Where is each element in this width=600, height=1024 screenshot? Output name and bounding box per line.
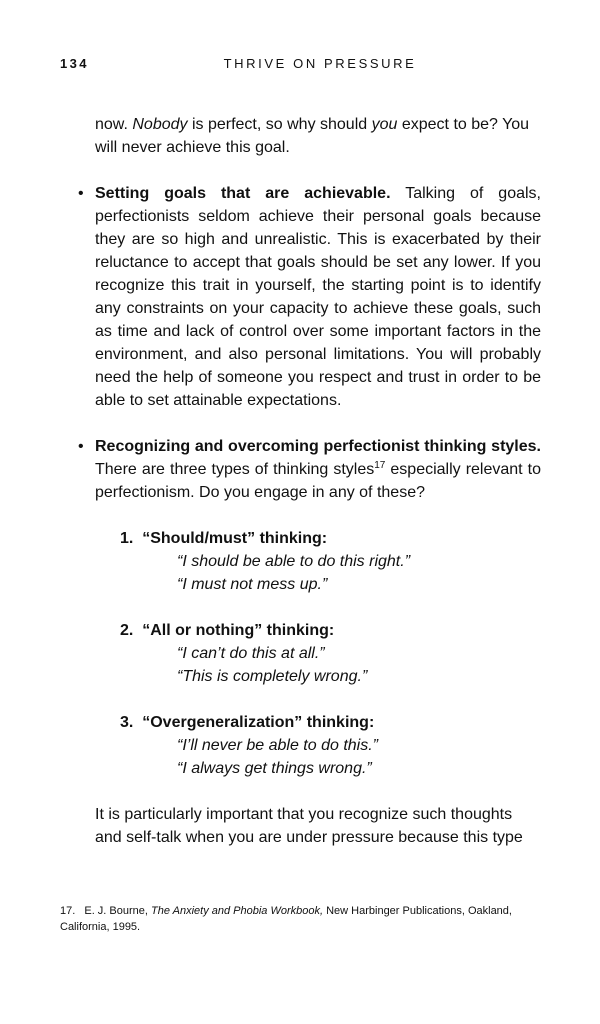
list-item-quote: “I should be able to do this right.”: [177, 553, 411, 570]
footnote-publisher: New Harbinger Publications, Oakland, California, 1995.: [60, 905, 512, 933]
bullet-marker: •: [78, 438, 84, 455]
footnote: [60, 903, 540, 935]
bullet-body: There are three types of thinking styles: [95, 461, 375, 478]
list-item-quote: “I always get things wrong.”: [177, 760, 372, 777]
bullet-perfectionist-thinking: [78, 435, 542, 504]
bullet-heading: Setting goals that are achievable.: [95, 185, 391, 202]
intro-text-3: expect to be? You will never achieve this goal.: [95, 116, 530, 156]
list-item-quote: “I must not mess up.”: [177, 576, 328, 593]
page-number: 134: [60, 56, 89, 71]
bullet-heading: Recognizing and overcoming perfectionist thinking styles.: [95, 438, 541, 455]
list-item-title: 1. “Should/must” thinking:: [120, 530, 328, 547]
closing-paragraph: It is particularly important that you recognize such thoughts and self-talk when you are under pressure because this type: [95, 806, 523, 846]
thinking-styles-list: [120, 527, 541, 780]
running-title: THRIVE ON PRESSURE: [223, 56, 417, 71]
list-item-quote: “I can’t do this at all.”: [177, 645, 325, 662]
footnote-author: E. J. Bourne,: [84, 905, 152, 917]
list-item: [120, 527, 541, 596]
page-header: [60, 56, 540, 74]
list-item-title: 2. “All or nothing” thinking:: [120, 622, 335, 639]
footnote-book-title: The Anxiety and Phobia Workbook,: [151, 905, 324, 917]
intro-paragraph: [95, 113, 541, 159]
list-item: [120, 619, 541, 688]
list-item: [120, 711, 541, 780]
list-item-quote: “I’ll never be able to do this.”: [177, 737, 378, 754]
intro-text-1: now.: [95, 116, 133, 133]
footnote-number: 17.: [60, 905, 76, 917]
intro-emphasis-you: you: [371, 116, 398, 133]
intro-emphasis-nobody: Nobody: [132, 116, 188, 133]
bullet-marker: •: [78, 185, 84, 202]
list-item-quote: “This is completely wrong.”: [177, 668, 368, 685]
body-text: [78, 113, 542, 849]
bullet-body-cont: especially relevant to perfectionism. Do you engage in any of these?: [95, 461, 542, 501]
list-item-title: 3. “Overgeneralization” thinking:: [120, 714, 375, 731]
bullet-achievable-goals: [78, 182, 542, 412]
bullet-body: Talking of goals, perfectionists seldom achieve their personal goals because they are so high and unrealistic. This is exacerbated by their reluctance to accept that goals should be set any lower. If you recognize this trait in yourself, the starting point is to identify any constraints on your capacity to achieve these goals, such as time and lack of control over some important factors in the environment, and also personal limitations. You will probably need the help of someone you respect and trust in order to be able to set attainable expectations.: [95, 185, 542, 409]
footnote-reference[interactable]: 17: [374, 460, 386, 471]
intro-text-2: is perfect, so why should: [187, 116, 372, 133]
